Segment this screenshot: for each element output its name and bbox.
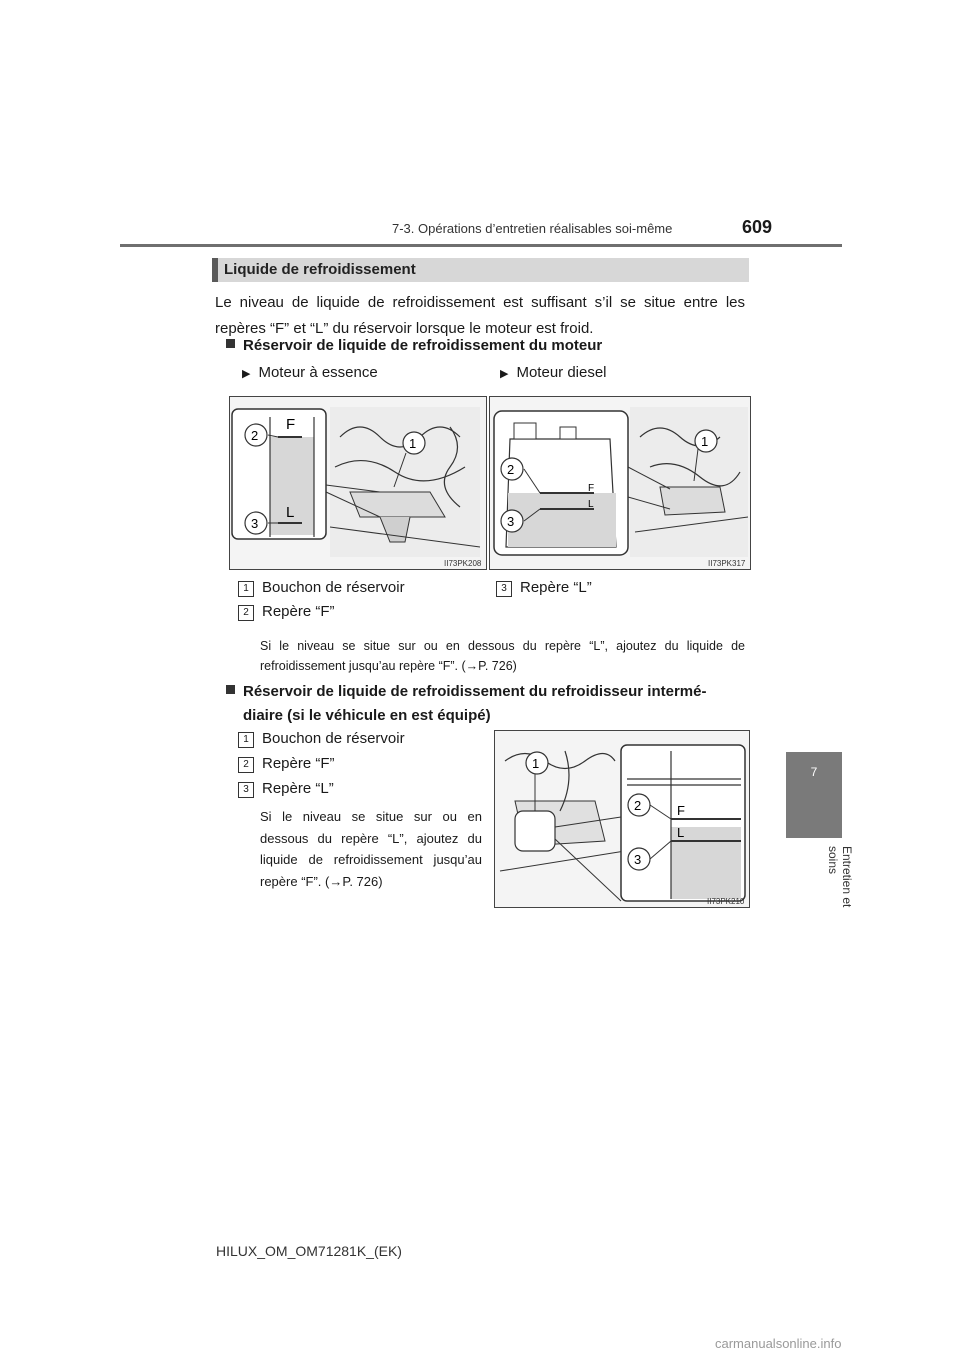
section1-heading: [226, 334, 602, 358]
footer-doc-id: HILUX_OM_OM71281K_(EK): [216, 1243, 402, 1259]
legend-label-2: Repère “F”: [262, 603, 335, 620]
l-mark-label: L: [286, 504, 295, 521]
section2-heading: [226, 680, 746, 728]
section2-heading-line1: Réservoir de liquide de refroidissement du refroidisseur intermé-: [243, 683, 707, 700]
page-number: 609: [742, 217, 773, 237]
s2-legend-item-2: [238, 755, 335, 773]
triangle-bullet-icon: ▶: [500, 368, 509, 380]
petrol-engine-illustration: [230, 397, 486, 569]
legend-label-3: Repère “L”: [520, 579, 592, 596]
figure-code-right: II73PK317: [708, 559, 746, 568]
f-mark-label: F: [286, 416, 296, 433]
variant-petrol-text: Moteur à essence: [258, 364, 378, 381]
s2-legend-label-3: Repère “L”: [262, 780, 334, 797]
figure-petrol-engine: [229, 396, 487, 570]
s2-legend-label-1: Bouchon de réservoir: [262, 730, 405, 747]
figure-intercooler: [494, 730, 750, 908]
legend-badge-3: 3: [496, 581, 512, 597]
header-divider: [120, 244, 842, 247]
section2-note: Si le niveau se situe sur ou en dessous du repère “L”, ajoutez du liquide de refroidissement jusqu’au repère “F”. (→P. 726): [260, 809, 482, 889]
intercooler-illustration: [495, 731, 749, 907]
section-title-bar: [212, 258, 749, 282]
s2-legend-badge-3: 3: [238, 782, 254, 798]
section-title: Liquide de refroidissement: [224, 261, 416, 278]
s2-legend-badge-1: 1: [238, 732, 254, 748]
callout-3-num: 3: [251, 516, 259, 531]
square-bullet-icon: [226, 339, 235, 348]
square-bullet-icon: [226, 685, 235, 694]
variant-diesel-text: Moteur diesel: [516, 364, 607, 381]
callout-2-diesel-num: 2: [507, 462, 515, 477]
legend-label-1: Bouchon de réservoir: [262, 579, 405, 596]
section2-heading-line2: diaire (si le véhicule en est équipé): [243, 707, 491, 724]
header-section-title: 7-3. Opérations d’entretien réalisables soi-même: [392, 221, 673, 236]
figure-code-intercooler: II73PK210: [707, 897, 745, 906]
chapter-tab: [786, 752, 842, 838]
s2-legend-item-1: [238, 730, 405, 748]
section1-heading-text: Réservoir de liquide de refroidissement du moteur: [243, 337, 603, 354]
callout-1-ic-num: 1: [532, 756, 540, 771]
watermark: carmanualsonline.info: [715, 1336, 842, 1351]
diesel-engine-illustration: [490, 397, 750, 569]
chapter-label: Entretien et soins: [826, 846, 854, 908]
legend-item-1: [238, 579, 405, 597]
variant-diesel: [500, 364, 607, 381]
title-marker: [212, 258, 218, 282]
legend-item-3: [496, 579, 592, 597]
chapter-number: 7: [810, 765, 818, 779]
section1-note: Si le niveau se situe sur ou en dessous du repère “L”, ajoutez du liquide de refroidissement jusqu’au repère “F”. (→P. 726): [260, 639, 745, 673]
callout-3-ic-num: 3: [634, 852, 642, 867]
s2-legend-label-2: Repère “F”: [262, 755, 335, 772]
figure-diesel-engine: [489, 396, 751, 570]
l-mark-label-ic: L: [677, 825, 685, 840]
triangle-bullet-icon: ▶: [242, 368, 251, 380]
intro-paragraph: Le niveau de liquide de refroidissement est suffisant s’il se situe entre les repères “F” et “L” du réservoir lorsque le moteur est froid.: [215, 294, 745, 337]
callout-1-num: 1: [409, 436, 417, 451]
f-mark-label-ic: F: [677, 803, 685, 818]
callout-2-num: 2: [251, 428, 259, 443]
s2-legend-item-3: [238, 780, 334, 798]
callout-1-diesel-num: 1: [701, 434, 709, 449]
legend-item-2: [238, 603, 335, 621]
legend-badge-1: 1: [238, 581, 254, 597]
callout-3-diesel-num: 3: [507, 514, 515, 529]
variant-petrol: [242, 364, 378, 381]
legend-badge-2: 2: [238, 605, 254, 621]
figure-code-left: II73PK208: [444, 559, 482, 568]
s2-legend-badge-2: 2: [238, 757, 254, 773]
callout-2-ic-num: 2: [634, 798, 642, 813]
f-mark-label-diesel: F: [588, 483, 595, 494]
l-mark-label-diesel: L: [588, 499, 594, 510]
